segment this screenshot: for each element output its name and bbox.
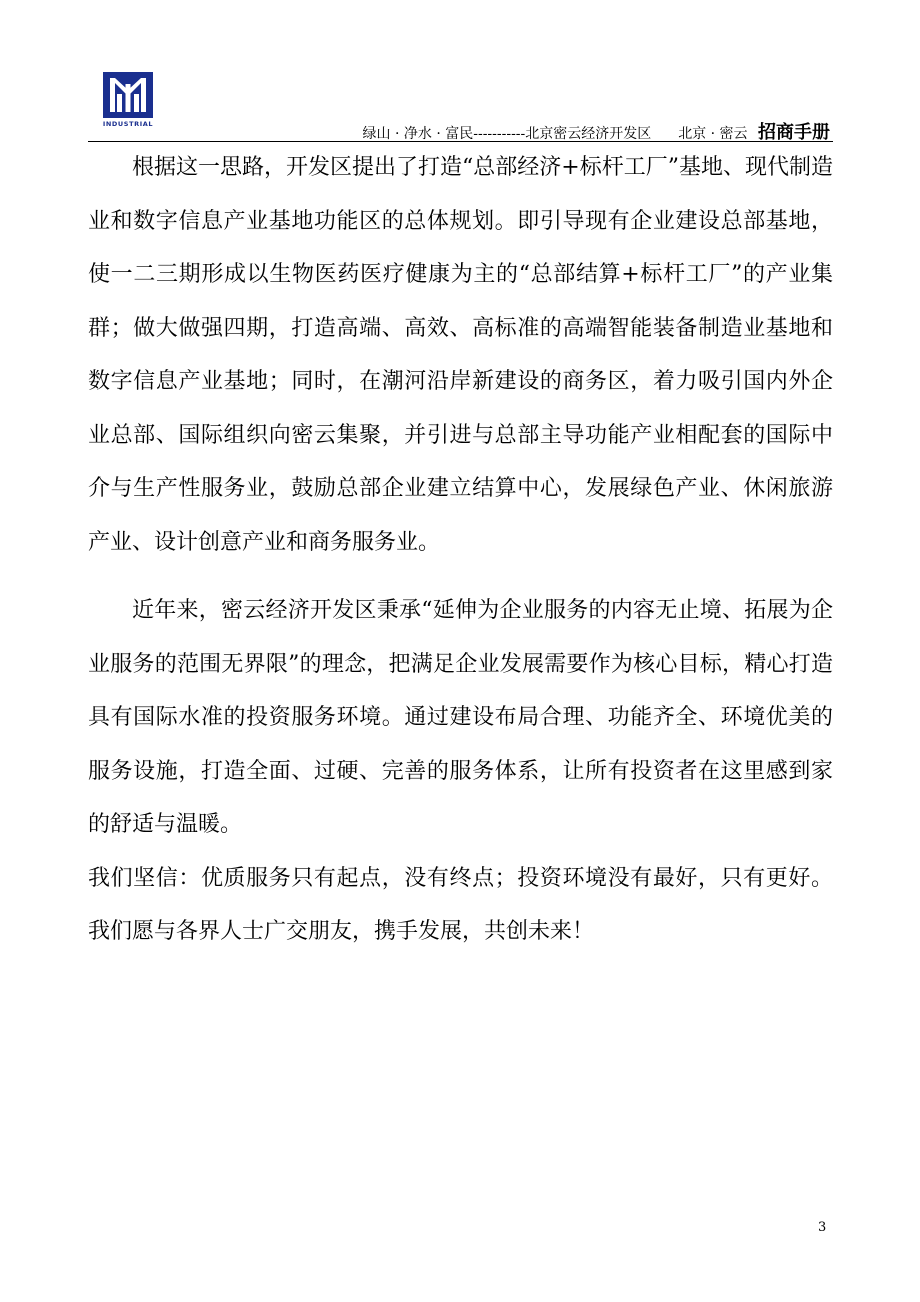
paragraph-plan: 根据这一思路，开发区提出了打造“总部经济+标杆工厂”基地、现代制造业和数字信息产业基地功能区的总体规划。即引导现有企业建设总部基地，使一二三期形成以生物医药医疗健康为主的“总部结算+标杆工厂”的产业集群；做大做强四期，打造高端、高效、高标准的高端智能装备制造业基地和数字信息产业基地；同时，在潮河沿岸新建设的商务区，着力吸引国内外企业总部、国际组织向密云集聚，并引进与总部主导功能产业相配套的国际中介与生产性服务业，鼓励总部企业建立结算中心，发展绿色产业、休闲旅游产业、设计创意产业和商务服务业。 (88, 155, 833, 555)
paragraph-service: 近年来，密云经济开发区秉承“延伸为企业服务的内容无止境、拓展为企业服务的范围无界限”的理念，把满足企业发展需要作为核心目标，精心打造具有国际水准的投资服务环境。通过建设布局合理、功能齐全、环境优美的服务设施，打造全面、过硬、完善的服务体系，让所有投资者在这里感到家的舒适与温暖。 (88, 598, 833, 837)
header-tagline: 绿山 · 净水 · 富民-----------北京密云经济开发区 (362, 126, 652, 142)
header-location: 北京 · 密云 (678, 126, 748, 142)
company-logo (103, 72, 153, 128)
logo-caption: INDUSTRIAL (103, 120, 153, 128)
paragraph-closing: 我们坚信：优质服务只有起点，没有终点；投资环境没有最好，只有更好。我们愿与各界人士广交朋友，携手发展，共创未来！ (88, 865, 833, 944)
document-body (88, 141, 833, 959)
header-title: 招商手册 (758, 122, 830, 143)
page-number: 3 (818, 1220, 827, 1235)
